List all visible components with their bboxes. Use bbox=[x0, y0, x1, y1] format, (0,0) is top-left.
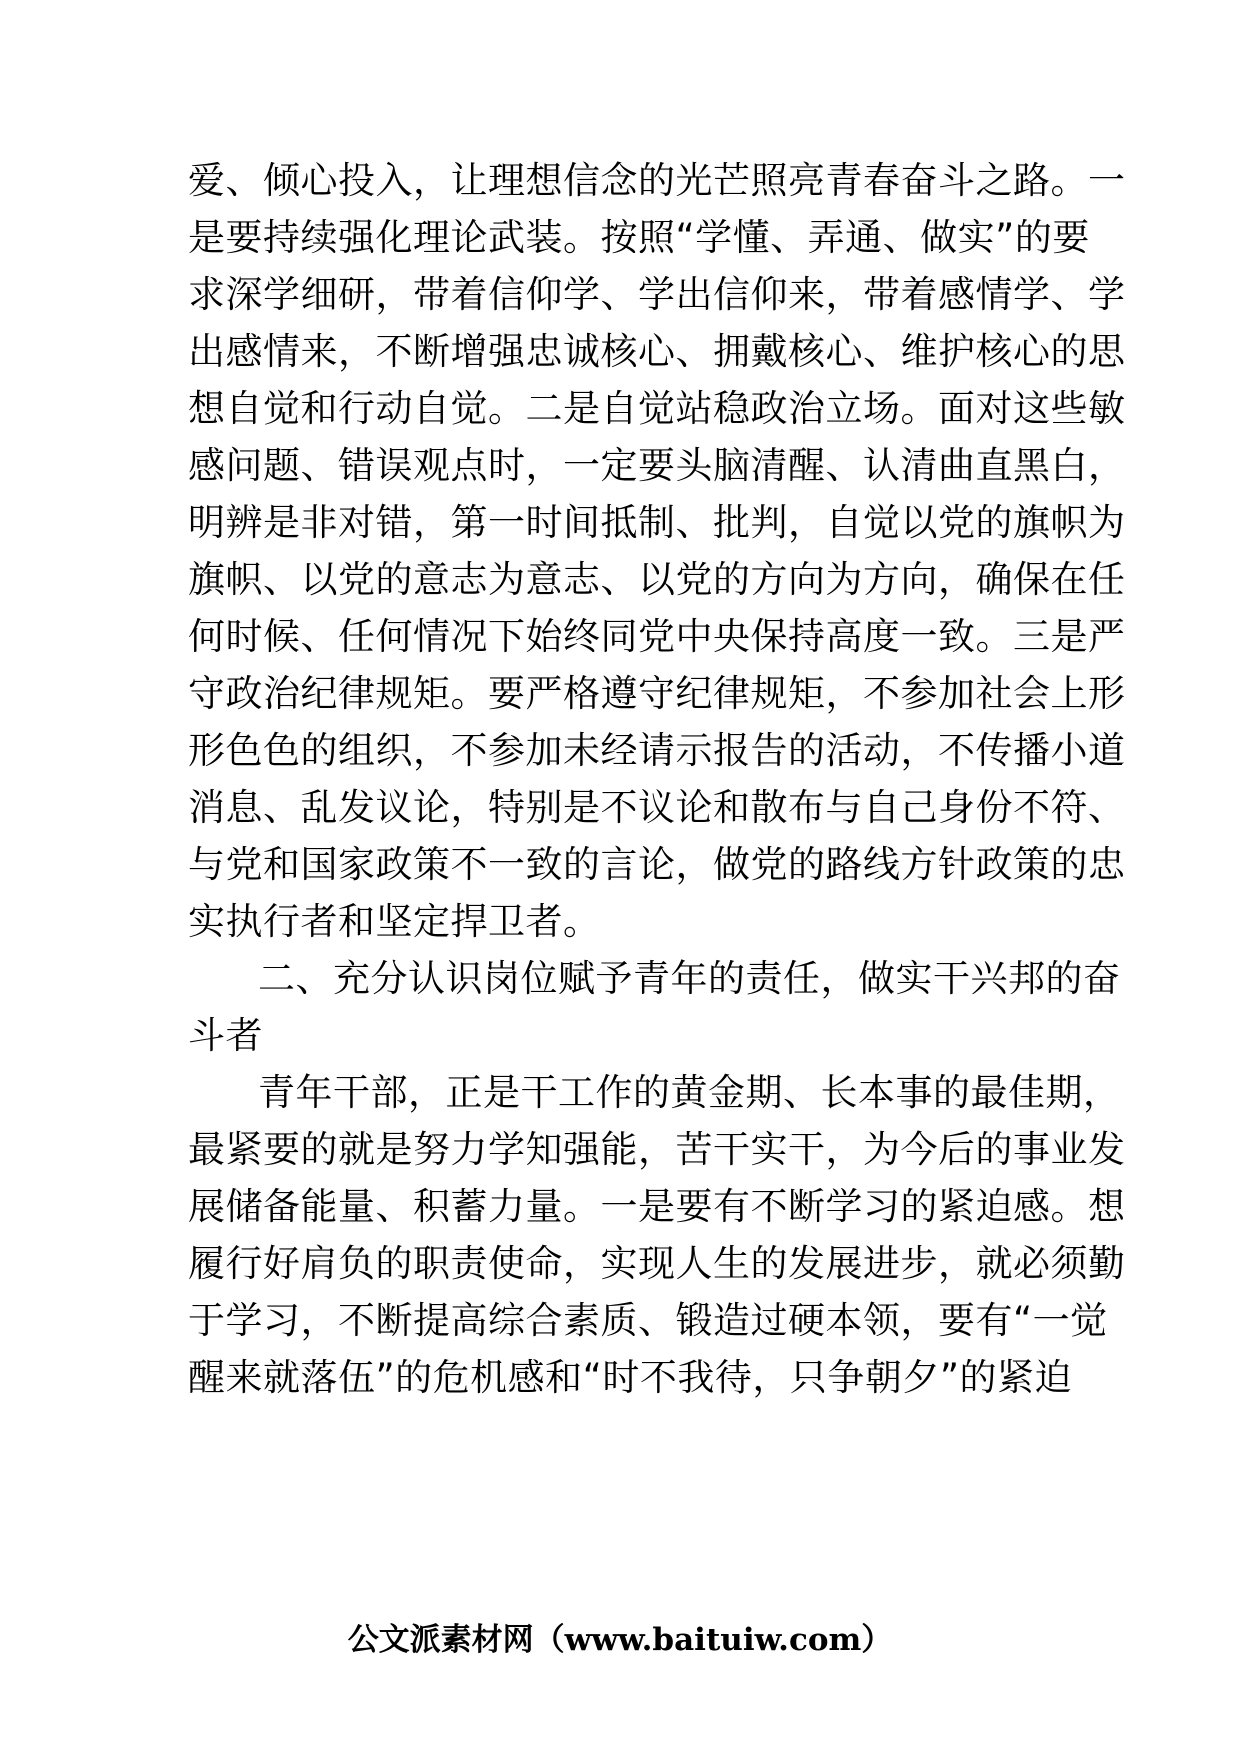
section-heading: 二、充分认识岗位赋予青年的责任，做实干兴邦的奋 bbox=[258, 957, 1121, 1000]
section-heading-continued: 斗者 bbox=[188, 1014, 263, 1057]
body-line: 形色色的组织，不参加未经请示报告的活动，不传播小道 bbox=[188, 729, 1126, 772]
body-line: 展储备能量、积蓄力量。一是要有不断学习的紧迫感。想 bbox=[188, 1185, 1126, 1228]
body-line: 出感情来，不断增强忠诚核心、拥戴核心、维护核心的思 bbox=[188, 330, 1126, 373]
body-line: 守政治纪律规矩。要严格遵守纪律规矩，不参加社会上形 bbox=[188, 672, 1126, 715]
body-line: 求深学细研，带着信仰学、学出信仰来，带着感情学、学 bbox=[188, 273, 1126, 316]
body-line: 消息、乱发议论，特别是不议论和散布与自己身份不符、 bbox=[188, 786, 1126, 829]
body-line: 感问题、错误观点时，一定要头脑清醒、认清曲直黑白， bbox=[188, 444, 1126, 487]
body-line: 与党和国家政策不一致的言论，做党的路线方针政策的忠 bbox=[188, 843, 1126, 886]
body-line: 最紧要的就是努力学知强能，苦干实干，为今后的事业发 bbox=[188, 1128, 1126, 1171]
body-line: 明辨是非对错，第一时间抵制、批判，自觉以党的旗帜为 bbox=[188, 501, 1126, 544]
body-line: 爱、倾心投入，让理想信念的光芒照亮青春奋斗之路。一 bbox=[188, 159, 1126, 202]
paragraph-start-line: 青年干部，正是干工作的黄金期、长本事的最佳期， bbox=[258, 1071, 1121, 1114]
body-line: 于学习，不断提高综合素质、锻造过硬本领，要有“一觉 bbox=[188, 1299, 1108, 1342]
body-line: 醒来就落伍”的危机感和“时不我待，只争朝夕”的紧迫 bbox=[188, 1356, 1073, 1399]
body-line: 是要持续强化理论武装。按照“学懂、弄通、做实”的要 bbox=[188, 216, 1090, 259]
body-line: 旗帜、以党的意志为意志、以党的方向为方向，确保在任 bbox=[188, 558, 1126, 601]
body-line: 想自觉和行动自觉。二是自觉站稳政治立场。面对这些敏 bbox=[188, 387, 1126, 430]
body-line: 何时候、任何情况下始终同党中央保持高度一致。三是严 bbox=[188, 615, 1126, 658]
body-line: 履行好肩负的职责使命，实现人生的发展进步，就必须勤 bbox=[188, 1242, 1126, 1285]
body-line: 实执行者和坚定捍卫者。 bbox=[188, 900, 601, 943]
footer-watermark: 公文派素材网（www.baituiw.com） bbox=[347, 1622, 893, 1658]
